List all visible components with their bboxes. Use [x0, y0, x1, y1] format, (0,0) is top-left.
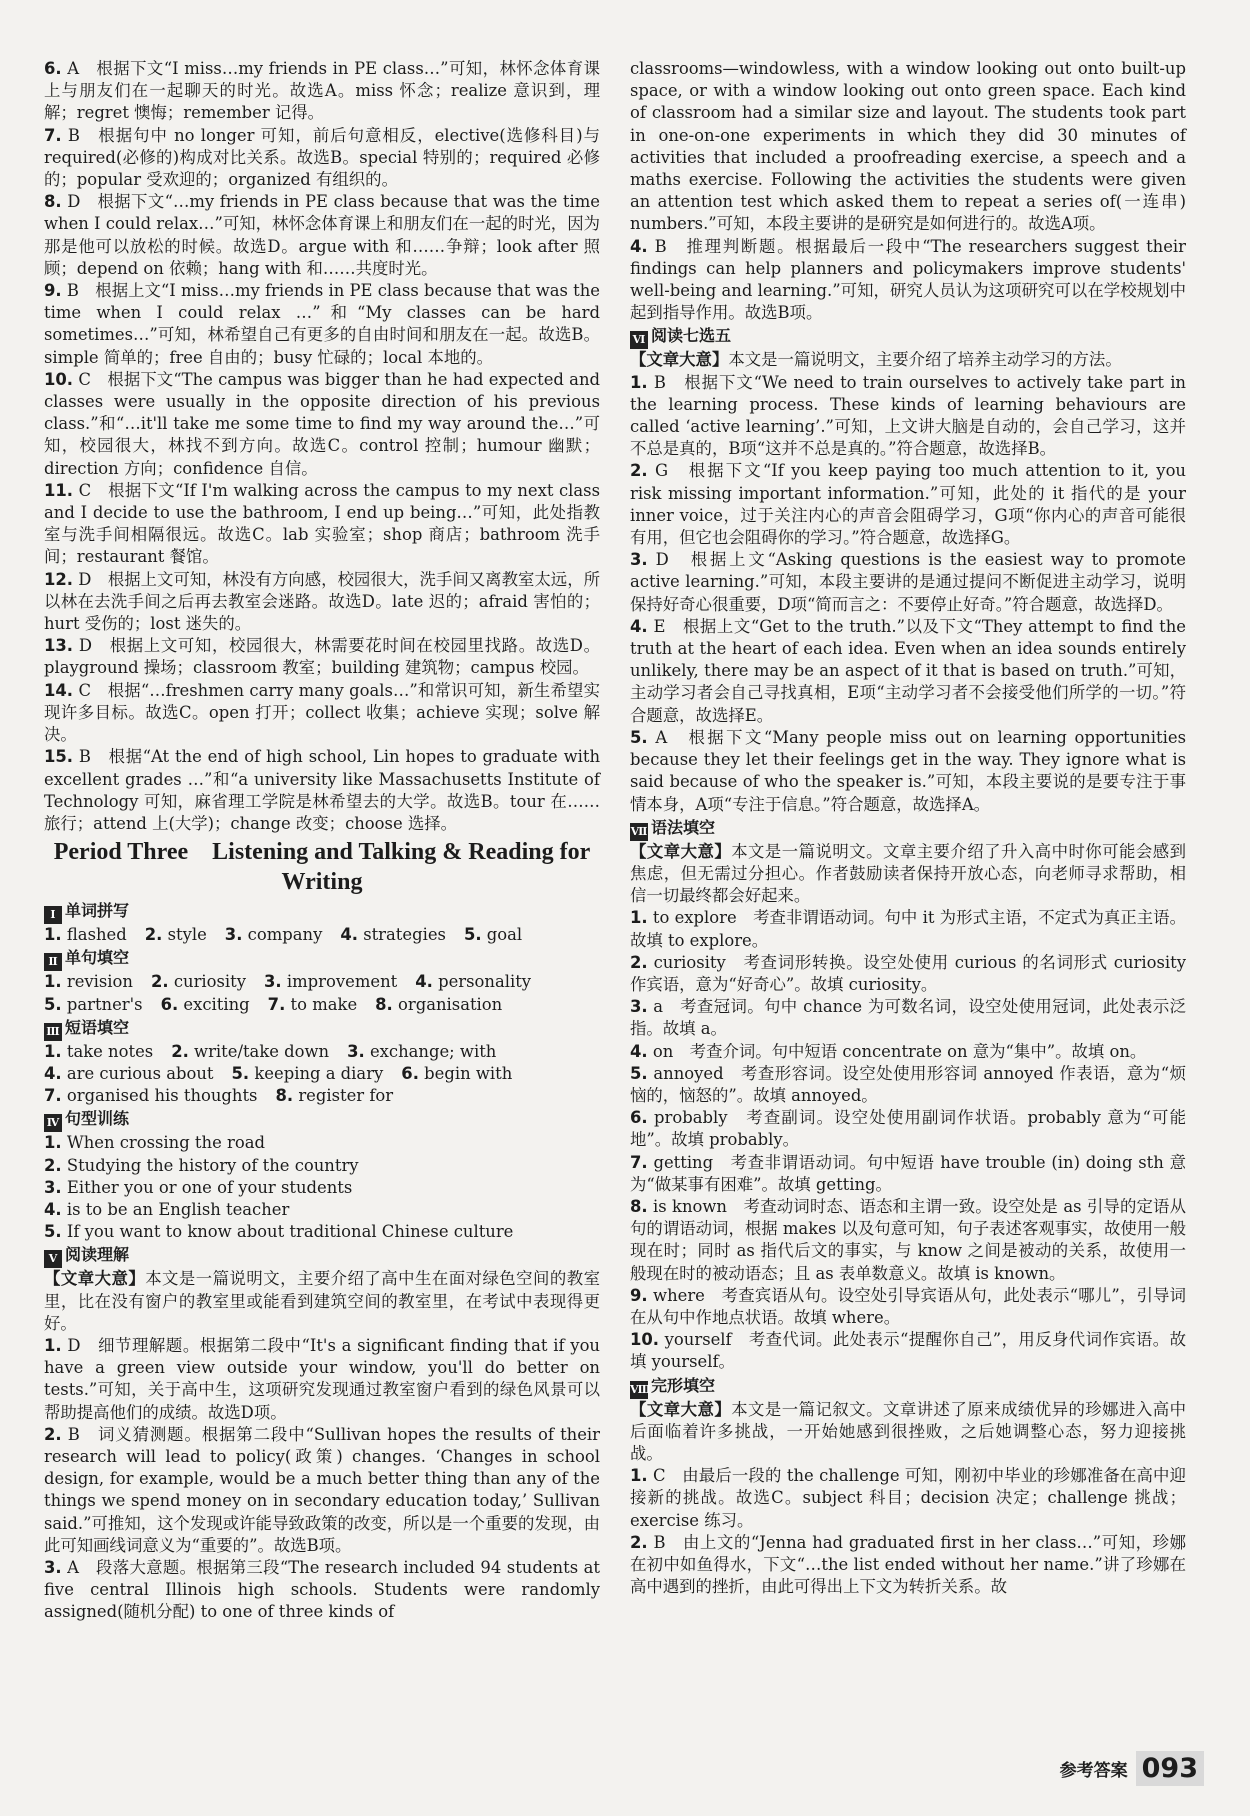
answer-item: 4. E 根据上文“Get to the truth.”以及下文“They attempt to find the truth at the heart of each idea. Even when an idea sounds entirely unlikely, there may be an aspect of it that is based on truth.”可知，主动学习者会自己寻找真相，E项“主动学习者不会接受他们所学的一切。”符合题意，故选择E。	[630, 616, 1186, 725]
answer-item: 12. D 根据上文可知，林没有方向感，校园很大，洗手间又离教室太远，所以林在去洗手间之后再去教室会迷路。故选D。late 迟的；afraid 害怕的；hurt 受伤的；lost 迷失的。	[44, 569, 600, 634]
article-gist: 【文章大意】本文是一篇说明文。文章主要介绍了升入高中时你可能会感到焦虑，但无需过分担心。作者鼓励读者保持开放心态，向老师寻求帮助，相信一切最终都会好起来。	[630, 841, 1187, 906]
answer-row: 4. are curious about 5. keeping a diary 6. begin with	[44, 1063, 513, 1083]
answer-item: 6. A 根据下文“I miss…my friends in PE class…”可知，林怀念体育课上与朋友们在一起聊天的时光。故选A。miss 怀念；realize 意识到，理解；regret 懊悔；remember 记得。	[44, 59, 600, 123]
answer-continuation: classrooms—windowless, with a window looking out onto built-up space, or with a window looking out onto green space. Each kind of classroom had a similar size and layout. The students took part in one-on-one experiments in which they did 30 minutes of activities that included a proofreading exercise, a speech and a maths exercise. Following the activities the students were given an attention test which asked them to repeat a series of(一连串) numbers.”可知，本段主要讲的是研究是如何进行的。故选A项。	[630, 59, 1186, 234]
answer-item: 9. B 根据上文“I miss…my friends in PE class because that was the time when I could relax …”和“My classes can be hard sometimes…”可知，林希望自己有更多的自由时间和朋友在一起。故选B。simple 简单的；free 自由的；busy 忙碌的；local 本地的。	[44, 281, 600, 367]
answer-row: 5. partner's 6. exciting 7. to make 8. organisation	[44, 994, 503, 1014]
answer-item: 13. D 根据上文可知，校园很大，林需要花时间在校园里找路。故选D。playground 操场；classroom 教室；building 建筑物；campus 校园。	[44, 636, 600, 678]
section-badge: Ⅳ	[44, 1114, 62, 1132]
answer-item: 8. D 根据下文“…my friends in PE class because that was the time when I could relax…”可知，林怀念体育课上和朋友们在一起的时光，因为那是他可以放松的时候。故选D。argue with 和……争辩；look after 照顾；depend on 依赖；hang with 和……共度时光。	[44, 192, 600, 278]
section-badge: Ⅶ	[630, 823, 648, 841]
page-number: 093	[1136, 1751, 1204, 1786]
section-heading-sentence-fill: Ⅱ 单句填空	[44, 946, 600, 971]
section-heading-reading: Ⅴ 阅读理解	[44, 1243, 600, 1268]
page-footer	[1060, 1751, 1204, 1786]
answer-row: 1. revision 2. curiosity 3. improvement 4. personality	[44, 972, 532, 992]
answer-item: 8. is known 考查动词时态、语态和主谓一致。设空处是 as 引导的定语从句的谓语动词，根据 makes 以及句意可知，句子表述客观事实，故使用一般现在时；同时 as 指代后文的事实，与 know 之间是被动的关系，故使用一般现在时的被动语态；且 as 表单数意义。故填 is known。	[630, 1196, 1186, 1283]
left-column	[44, 58, 600, 1624]
section-heading-sentence-patterns: Ⅳ 句型训练	[44, 1107, 600, 1132]
answer-row: 7. organised his thoughts 8. register for	[44, 1086, 394, 1106]
answer-item: 15. B 根据“At the end of high school, Lin hopes to graduate with excellent grades …”和“a university like Massachusetts Institute of Technology 可知，麻省理工学院是林希望去的大学。故选B。tour 在……旅行；attend 上(大学)；change 改变；choose 选择。	[44, 747, 600, 833]
answer-row: 1. flashed 2. style 3. company 4. strategies 5. goal	[44, 925, 523, 945]
period-title: Period Three Listening and Talking & Reading for Writing	[53, 839, 591, 896]
answer-item: 1. B 根据下文“We need to train ourselves to actively take part in the learning process. These kinds of learning behaviours are called ‘active learning’.”可知，上文讲大脑是自动的，会自己学习，这并不总是真的，B项“这并不总是真的。”符合题意，故选择B。	[630, 372, 1186, 459]
article-gist: 【文章大意】本文是一篇说明文，主要介绍了高中生在面对绿色空间的教室里，比在没有窗户的教室里或能看到建筑空间的教室里，在考试中表现得更好。	[44, 1269, 601, 1333]
answer-item: 7. getting 考查非谓语动词。句中短语 have trouble (in) doing sth 意为“做某事有困难”。故填 getting。	[630, 1152, 1186, 1194]
answer-item: 11. C 根据下文“If I'm walking across the campus to my next class and I decide to use the bathroom, I end up being…”可知，此处指教室与洗手间相隔很远。故选C。lab 实验室；shop 商店；bathroom 洗手间；restaurant 餐馆。	[44, 480, 600, 567]
answer-item: 14. C 根据“…freshmen carry many goals…”和常识可知，新生希望实现许多目标。故选C。open 打开；collect 收集；achieve 实现；solve 解决。	[44, 680, 600, 745]
answer-row: 1. take notes 2. write/take down 3. exchange; with	[44, 1041, 497, 1061]
answer-item: 4. on 考查介词。句中短语 concentrate on 意为“集中”。故填 on。	[630, 1041, 1147, 1061]
answer-item: 3. A 段落大意题。根据第三段“The research included 94 students at five central Illinois high schools. Students were randomly assigned(随机分配) to one of three kinds of	[44, 1557, 600, 1622]
section-badge: Ⅴ	[44, 1250, 62, 1268]
section-heading-phrase-fill: Ⅲ 短语填空	[44, 1016, 600, 1041]
answer-item: 2. B 由上文的“Jenna had graduated first in her class…”可知，珍娜在初中如鱼得水，下文“…the list ended without her name.”讲了珍娜在高中遇到的挫折，由此可得出上下文为转折关系。故	[630, 1532, 1186, 1597]
answer-item: 9. where 考查宾语从句。设空处引导宾语从句，此处表示“哪儿”，引导词在从句中作地点状语。故填 where。	[630, 1285, 1187, 1327]
section-badge: Ⅱ	[44, 953, 62, 971]
right-column	[630, 58, 1186, 1598]
answer-item: 1. When crossing the road	[44, 1133, 265, 1153]
section-heading-seven-five: Ⅵ 阅读七选五	[630, 324, 1186, 349]
section-badge: Ⅰ	[44, 906, 62, 924]
answer-item: 3. D 根据上文“Asking questions is the easiest way to promote active learning.”可知，本段主要讲的是通过提问不断促进主动学习，说明保持好奇心很重要，D项“简而言之：不要停止好奇。”符合题意，故选择D。	[630, 550, 1186, 614]
answer-item: 10. yourself 考查代词。此处表示“提醒你自己”，用反身代词作宾语。故填 yourself。	[630, 1330, 1186, 1372]
answer-item: 1. D 细节理解题。根据第二段中“It's a significant finding that if you have a green view outside your window, you'll do better on tests.”可知，关于高中生，这项研究发现通过教室窗户看到的绿色风景可以帮助提高他们的成绩。故选D项。	[44, 1335, 600, 1422]
answer-item: 10. C 根据下文“The campus was bigger than he had expected and classes were usually in the opposite direction of his previous class.”和“…it'll take me some time to find my way around the…”可知，校园很大，林找不到方向。故选C。control 控制；humour 幽默；direction 方向；confidence 自信。	[44, 369, 600, 478]
answer-item: 5. A 根据下文“Many people miss out on learning opportunities because they let their feelings get in the way. They ignore what is said because of who the speaker is.”可知，本段主要说的是要专注于事情本身，A项“专注于信息。”符合题意，故选择A。	[630, 727, 1186, 814]
answer-item: 4. B 推理判断题。根据最后一段中“The researchers suggest their findings can help planners and policymakers improve students' well-being and learning.”可知，研究人员认为这项研究可以在学校规划中起到指导作用。故选B项。	[630, 236, 1187, 323]
answer-item: 2. curiosity 考查词形转换。设空处使用 curious 的名词形式 curiosity 作宾语，意为“好奇心”。故填 curiosity。	[630, 952, 1186, 994]
answer-item: 7. B 根据句中 no longer 可知，前后句意相反，elective(选修科目)与 required(必修的)构成对比关系。故选B。special 特别的；required 必修的；popular 受欢迎的；organized 有组织的。	[44, 125, 600, 190]
answer-item: 4. is to be an English teacher	[44, 1199, 290, 1219]
cloze-answers-continued	[44, 58, 600, 835]
footer-label: 参考答案	[1059, 1761, 1128, 1781]
section-badge: Ⅵ	[630, 331, 648, 349]
section-heading-spelling: Ⅰ 单词拼写	[44, 899, 600, 924]
answer-item: 6. probably 考查副词。设空处使用副词作状语。probably 意为“可能地”。故填 probably。	[630, 1108, 1186, 1150]
answer-item: 1. C 由最后一段的 the challenge 可知，刚初中毕业的珍娜准备在高中迎接新的挑战。故选C。subject 科目；decision 决定；challenge 挑战；exercise 练习。	[630, 1466, 1186, 1530]
answer-item: 5. If you want to know about traditional Chinese culture	[44, 1222, 514, 1242]
article-gist: 【文章大意】本文是一篇说明文，主要介绍了培养主动学习的方法。	[630, 350, 1122, 370]
answer-item: 3. a 考查冠词。句中 chance 为可数名词，设空处使用冠词，此处表示泛指。故填 a。	[630, 997, 1186, 1039]
answer-item: 2. G 根据下文“If you keep paying too much attention to it, you risk missing important information.”可知，此处的 it 指代的是 your inner voice，过于关注内心的声音会阻碍学习，G项“你内心的声音可能很有用，但它也会阻碍你的学习。”符合题意，故选择G。	[630, 461, 1186, 548]
answer-item: 1. to explore 考查非谓语动词。句中 it 为形式主语，不定式为真正主语。故填 to explore。	[630, 908, 1186, 950]
answer-item: 2. Studying the history of the country	[44, 1155, 359, 1175]
article-gist: 【文章大意】本文是一篇记叙文。文章讲述了原来成绩优异的珍娜进入高中后面临着许多挑战，一开始她感到很挫败，之后她调整心态，努力迎接挑战。	[630, 1399, 1187, 1463]
answer-item: 5. annoyed 考查形容词。设空处使用形容词 annoyed 作表语，意为“烦恼的，恼怒的”。故填 annoyed。	[630, 1063, 1186, 1105]
section-heading-cloze: Ⅷ完形填空	[630, 1374, 1186, 1399]
section-badge: Ⅲ	[44, 1023, 62, 1041]
section-badge: Ⅷ	[630, 1381, 648, 1399]
section-heading-grammar: Ⅶ 语法填空	[630, 816, 1186, 841]
answer-item: 3. Either you or one of your students	[44, 1177, 353, 1197]
answer-item: 2. B 词义猜测题。根据第二段中“Sullivan hopes the results of their research will lead to policy(政策) changes. ‘Changes in school design, for example, would be a much better thing than any of the things we spend money on in secondary education today,’ Sullivan said.”可推知，这个发现或许能导致政策的改变，所以是一个重要的发现，由此可知画线词意义为“重要的”。故选B项。	[44, 1424, 601, 1555]
